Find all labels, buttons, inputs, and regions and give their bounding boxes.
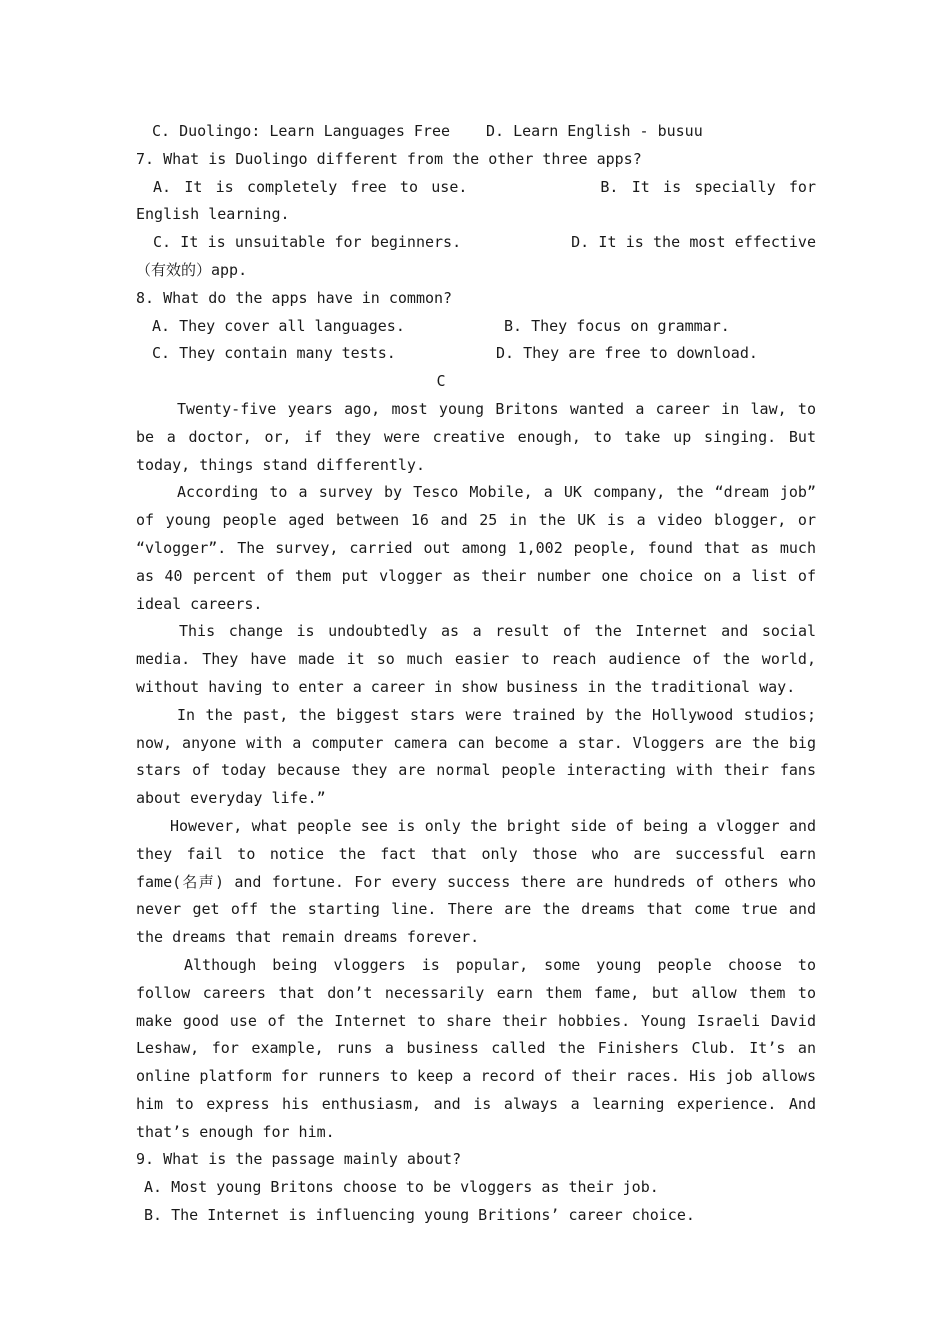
q8-stem: 8. What do the apps have in common? [136,288,453,307]
q7-option-b: B. It is specially for English learning. [136,177,816,224]
q7-options-ab [136,174,816,230]
q8-options-cd [136,340,816,368]
q7-stem: 7. What is Duolingo different from the other three apps? [136,149,642,168]
passage-paragraph-1: Twenty-five years ago, most young Britons wanted a career in law, to be a doctor, or, if they were creative enough, to take up singing. But today, things stand differently. [136,399,816,474]
passage-paragraph-3: This change is undoubtedly as a result of the Internet and social media. They have made it so much easier to reach audience of the world, without having to enter a career in show business in the traditional way. [136,622,816,696]
passage-paragraph-5: However, what people see is only the bright side of being a vlogger and they fail to notice the fact that only those who are successful earn fame(名声) and fortune. For every success there are hundreds of others who never get off the starting line. There are the dreams that come true and the dreams that remain dreams forever. [136,816,816,947]
q8-options-ab [136,313,816,341]
document-page [136,118,816,1230]
q9-option-a: A. Most young Britons choose to be vloggers as their job. [144,1178,659,1197]
q7-option-c: C. It is unsuitable for beginners. [153,233,462,252]
passage-paragraph-6: Although being vloggers is popular, some young people choose to follow careers that don’t necessarily earn them fame, but allow them to make good use of the Internet to share their hobbies. Young Israeli David Leshaw, for example, runs a business called the Finishers Club. It’s an online platform for runners to keep a record of their races. His job allows him to express his enthusiasm, and is always a learning experience. And that’s enough for him. [136,955,816,1141]
passage-paragraph-4: In the past, the biggest stars were trained by the Hollywood studios; now, anyone with a computer camera can become a star. Vloggers are the big stars of today because they are normal people interacting with their fans about everyday life.” [136,705,816,808]
q8-option-d: D. They are free to download. [496,344,758,363]
q6-option-d: D. Learn English - busuu [486,122,703,140]
q6-options-row [136,118,816,146]
q6-option-c: C. Duolingo: Learn Languages Free [152,122,451,140]
q7-options-cd [136,229,816,285]
q9-option-b: B. The Internet is influencing young Britions’ career choice. [144,1206,695,1225]
q9-stem: 9. What is the passage mainly about? [136,1150,462,1169]
q7-option-d: D. It is the most effective（有效的）app. [136,233,816,279]
q8-option-c: C. They contain many tests. [152,344,396,363]
section-label: C [436,372,446,391]
q8-option-a: A. They cover all languages. [152,316,405,335]
passage-paragraph-2: According to a survey by Tesco Mobile, a UK company, the “dream job” of young people aged between 16 and 25 in the UK is a video blogger, or “vlogger”. The survey, carried out among 1,002 people, found that as much as 40 percent of them put vlogger as their number one choice on a list of ideal careers. [136,483,816,613]
q8-option-b: B. They focus on grammar. [504,316,730,335]
q7-option-a: A. It is completely free to use. [153,177,468,196]
